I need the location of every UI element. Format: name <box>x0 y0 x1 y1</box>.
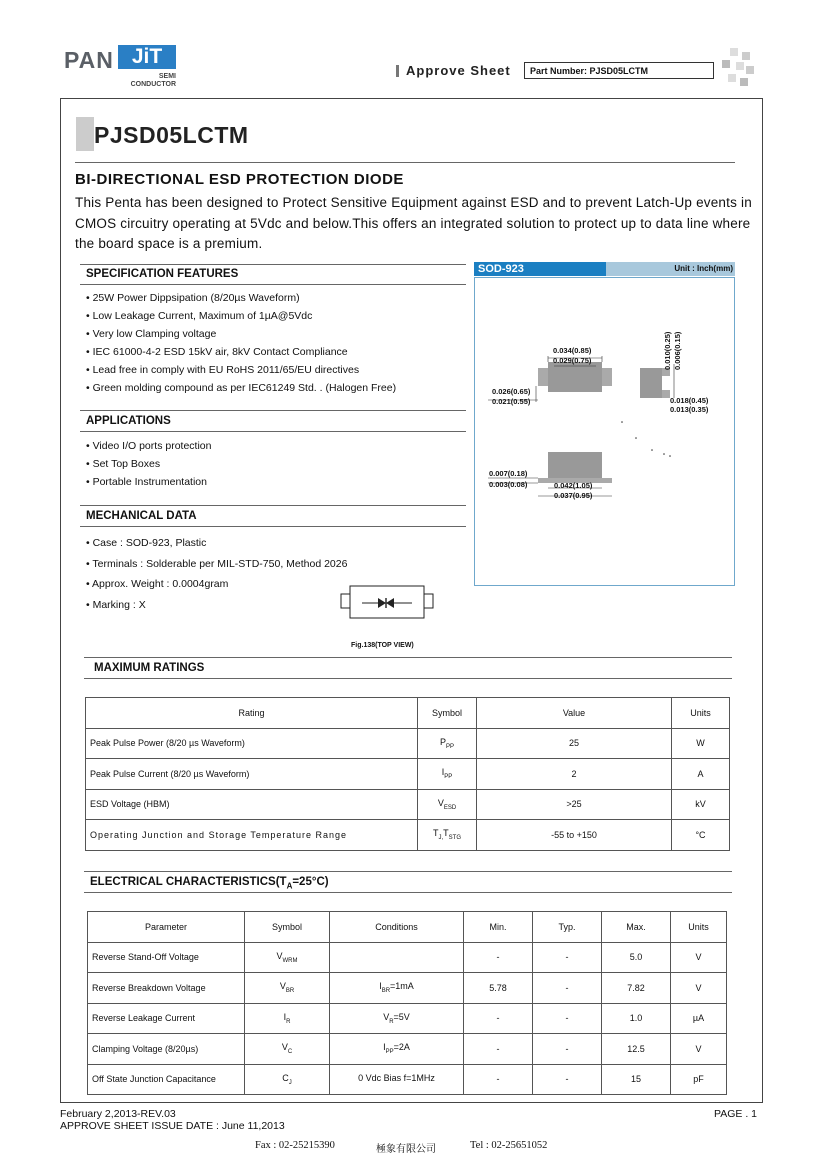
table-header-row <box>86 698 730 729</box>
symbol-cell <box>418 789 477 820</box>
title-shade <box>76 117 94 151</box>
min-cell: - <box>464 1034 533 1065</box>
elec-heading-tail: =25°C) <box>292 876 329 888</box>
footer-issue-date: APPROVE SHEET ISSUE DATE : June 11,2013 <box>60 1120 285 1132</box>
elec-bottom-line <box>84 892 732 893</box>
symbol-main: I <box>283 1011 287 1022</box>
unit-cell: pF <box>671 1064 727 1095</box>
list-item: • Marking : X <box>86 595 347 616</box>
table-row <box>88 1064 727 1095</box>
typ-cell: - <box>533 973 602 1004</box>
cond-main: I <box>379 981 382 992</box>
dim-side-v2: 0.006(0.15) <box>673 331 682 370</box>
package-name: SOD-923 <box>474 262 606 276</box>
value-cell: 2 <box>477 759 672 790</box>
elec-heading-sub: A <box>286 881 293 891</box>
mechanical-list <box>86 533 347 615</box>
symbol-main: V <box>276 950 283 961</box>
max-ratings-table <box>85 697 730 851</box>
dim-side-w1: 0.018(0.45) <box>670 396 709 405</box>
rating-cell: ESD Voltage (HBM) <box>86 789 418 820</box>
dim-top-w2: 0.029(0.75) <box>553 356 592 365</box>
symbol-sub: WRM <box>282 957 298 964</box>
cond-main: V <box>383 1011 390 1022</box>
diode-top-view-icon <box>340 584 440 624</box>
dim-bot-w2: 0.037(0.95) <box>554 491 593 500</box>
rating-cell: Operating Junction and Storage Temperature Range <box>86 820 418 851</box>
param-cell: Reverse Breakdown Voltage <box>88 973 245 1004</box>
symbol-sub: C <box>287 1049 293 1056</box>
max-ratings-heading: MAXIMUM RATINGS <box>94 662 205 674</box>
param-cell: Reverse Leakage Current <box>88 1003 245 1034</box>
maxr-top-line <box>84 657 732 658</box>
dim-side-v1: 0.010(0.25) <box>663 331 672 370</box>
cond-cell <box>330 1064 464 1095</box>
cond-tail: =5V <box>393 1011 410 1022</box>
col-value: Value <box>477 698 672 729</box>
symbol-main: V <box>437 797 444 808</box>
symbol-sub: ESD <box>443 804 457 811</box>
dim-bot-h1: 0.007(0.18) <box>489 469 528 478</box>
param-cell: Clamping Voltage (8/20µs) <box>88 1034 245 1065</box>
dim-bot-h2: 0.003(0.08) <box>489 480 528 489</box>
electrical-table <box>87 911 727 1095</box>
col-max: Max. <box>602 912 671 943</box>
cond-cell <box>330 1034 464 1065</box>
typ-cell: - <box>533 1064 602 1095</box>
symbol-main: T <box>432 828 439 839</box>
unit-cell: A <box>672 759 730 790</box>
typ-cell: - <box>533 1003 602 1034</box>
max-cell: 15 <box>602 1064 671 1095</box>
typ-cell: - <box>533 942 602 973</box>
decorative-dots-icon <box>618 418 678 460</box>
page-title: PJSD05LCTM <box>94 122 249 148</box>
table-row <box>86 789 730 820</box>
dim-left-h2: 0.021(0.55) <box>492 397 531 406</box>
list-item: • IEC 61000-4-2 ESD 15kV air, 8kV Contact Compliance <box>86 343 396 361</box>
title-divider <box>75 162 735 163</box>
symbol-cell <box>418 728 477 759</box>
col-symbol: Symbol <box>245 912 330 943</box>
typ-cell: - <box>533 1034 602 1065</box>
logo-conductor-text: CONDUCTOR <box>130 81 176 88</box>
spec-features-list <box>86 289 396 397</box>
col-rating: Rating <box>86 698 418 729</box>
unit-cell: V <box>671 973 727 1004</box>
spec-bottom-line <box>80 284 466 285</box>
footer-rev: February 2,2013-REV.03 <box>60 1108 176 1120</box>
cond-main: I <box>383 1042 386 1053</box>
footer-company: 極象有限公司 <box>376 1144 436 1155</box>
symbol-cell <box>245 942 330 973</box>
list-item: • Set Top Boxes <box>86 455 211 473</box>
table-row <box>88 942 727 973</box>
table-row <box>86 728 730 759</box>
symbol-main: C <box>282 1072 289 1083</box>
logo-jit: JiT <box>118 45 176 69</box>
intro-paragraph: This Penta has been designed to Protect Sensitive Equipment against ESD and to prevent Latch-Up events in CMOS circuitry operating at 5Vdc and below.This offers an integrated solution to protect up to data line where the board space is a premium. <box>75 195 752 251</box>
cond-cell <box>330 973 464 1004</box>
part-number-box: Part Number: PJSD05LCTM <box>524 62 714 79</box>
min-cell: - <box>464 1003 533 1034</box>
cond-cell <box>330 1003 464 1034</box>
cond-sub: PP <box>385 1049 394 1056</box>
spec-top-line <box>80 264 466 265</box>
table-header-row <box>88 912 727 943</box>
min-cell: - <box>464 942 533 973</box>
applications-list <box>86 437 211 491</box>
col-units: Units <box>671 912 727 943</box>
unit-cell: kV <box>672 789 730 820</box>
min-cell: - <box>464 1064 533 1095</box>
symbol-main: V <box>279 981 286 992</box>
footer-tel: Tel : 02-25651052 <box>470 1140 548 1151</box>
symbol-cell <box>245 1034 330 1065</box>
list-item: • Approx. Weight : 0.0004gram <box>86 574 347 595</box>
footer-fax: Fax : 02-25215390 <box>255 1140 335 1151</box>
table-row <box>86 820 730 851</box>
param-cell: Off State Junction Capacitance <box>88 1064 245 1095</box>
elec-heading <box>90 876 329 890</box>
unit-cell: W <box>672 728 730 759</box>
symbol-sub: PP <box>444 774 453 781</box>
symbol-sub: BR <box>285 988 295 995</box>
list-item: • Terminals : Solderable per MIL-STD-750, Method 2026 <box>86 554 347 575</box>
max-cell: 5.0 <box>602 942 671 973</box>
symbol-main: P <box>439 736 446 747</box>
cond-cell <box>330 942 464 973</box>
package-unit: Unit : Inch(mm) <box>674 264 733 273</box>
list-item: • Low Leakage Current, Maximum of 1µA@5Vdc <box>86 307 396 325</box>
maxr-bottom-line <box>84 678 732 679</box>
col-parameter: Parameter <box>88 912 245 943</box>
col-typ: Typ. <box>533 912 602 943</box>
corner-pattern-icon <box>718 48 754 88</box>
footer-page: PAGE . 1 <box>714 1108 757 1120</box>
unit-cell: V <box>671 942 727 973</box>
logo-pan: PAN <box>64 47 114 73</box>
list-item: • Green molding compound as per IEC61249 Std. . (Halogen Free) <box>86 379 396 397</box>
symbol-cell <box>245 1003 330 1034</box>
symbol-sub-2: STG <box>448 835 461 842</box>
dim-left-h1: 0.026(0.65) <box>492 387 531 396</box>
symbol-cell <box>418 759 477 790</box>
list-item: • Case : SOD-923, Plastic <box>86 533 347 554</box>
list-item: • Very low Clamping voltage <box>86 325 396 343</box>
approve-bar <box>396 65 399 77</box>
value-cell: 25 <box>477 728 672 759</box>
mech-bottom-line <box>80 526 466 527</box>
table-row <box>88 1003 727 1034</box>
cond-sub: BR <box>381 988 391 995</box>
symbol-sub: R <box>286 1018 291 1025</box>
subtitle: BI-DIRECTIONAL ESD PROTECTION DIODE <box>75 171 404 188</box>
mechanical-heading: MECHANICAL DATA <box>86 510 197 522</box>
app-top-line <box>80 410 466 411</box>
dim-side-w2: 0.013(0.35) <box>670 405 709 414</box>
dim-top-w1: 0.034(0.85) <box>553 346 592 355</box>
unit-cell: µA <box>671 1003 727 1034</box>
spec-features-heading: SPECIFICATION FEATURES <box>86 268 239 280</box>
unit-cell: °C <box>672 820 730 851</box>
max-cell: 1.0 <box>602 1003 671 1034</box>
col-min: Min. <box>464 912 533 943</box>
symbol-main: I <box>441 767 445 778</box>
value-cell: -55 to +150 <box>477 820 672 851</box>
dim-bot-w1: 0.042(1.05) <box>554 481 593 490</box>
list-item: • Video I/O ports protection <box>86 437 211 455</box>
mech-top-line <box>80 505 466 506</box>
approve-sheet-label: Approve Sheet <box>406 63 511 78</box>
app-bottom-line <box>80 431 466 432</box>
symbol-sub: J <box>288 1079 292 1086</box>
max-cell: 12.5 <box>602 1034 671 1065</box>
symbol-main-2: T <box>443 828 449 839</box>
table-row <box>88 973 727 1004</box>
list-item: • 25W Power Dippsipation (8/20µs Waveform) <box>86 289 396 307</box>
table-row <box>86 759 730 790</box>
figure-caption: Fig.138(TOP VIEW) <box>351 642 414 649</box>
col-symbol: Symbol <box>418 698 477 729</box>
applications-heading: APPLICATIONS <box>86 415 171 427</box>
cond-sub: R <box>389 1018 394 1025</box>
rating-cell: Peak Pulse Current (8/20 µs Waveform) <box>86 759 418 790</box>
cond-tail: =2A <box>393 1042 410 1053</box>
unit-cell: V <box>671 1034 727 1065</box>
cond-tail: =1mA <box>390 981 414 992</box>
elec-top-line <box>84 871 732 872</box>
symbol-cell <box>245 973 330 1004</box>
logo-semi-text: SEMI <box>158 73 176 80</box>
min-cell: 5.78 <box>464 973 533 1004</box>
symbol-cell <box>245 1064 330 1095</box>
symbol-cell <box>418 820 477 851</box>
symbol-sub: PP <box>446 743 455 750</box>
col-units: Units <box>672 698 730 729</box>
symbol-sub: J, <box>438 835 444 842</box>
table-row <box>88 1034 727 1065</box>
rating-cell: Peak Pulse Power (8/20 µs Waveform) <box>86 728 418 759</box>
value-cell: >25 <box>477 789 672 820</box>
cond-main: 0 Vdc Bias f=1MHz <box>358 1072 435 1083</box>
max-cell: 7.82 <box>602 973 671 1004</box>
logo-semiconductor <box>126 73 176 89</box>
package-drawing-box <box>474 277 735 586</box>
list-item: • Portable Instrumentation <box>86 473 211 491</box>
symbol-main: V <box>281 1042 288 1053</box>
elec-heading-main: ELECTRICAL CHARACTERISTICS(T <box>90 876 287 888</box>
list-item: • Lead free in comply with EU RoHS 2011/65/EU directives <box>86 361 396 379</box>
col-conditions: Conditions <box>330 912 464 943</box>
param-cell: Reverse Stand-Off Voltage <box>88 942 245 973</box>
